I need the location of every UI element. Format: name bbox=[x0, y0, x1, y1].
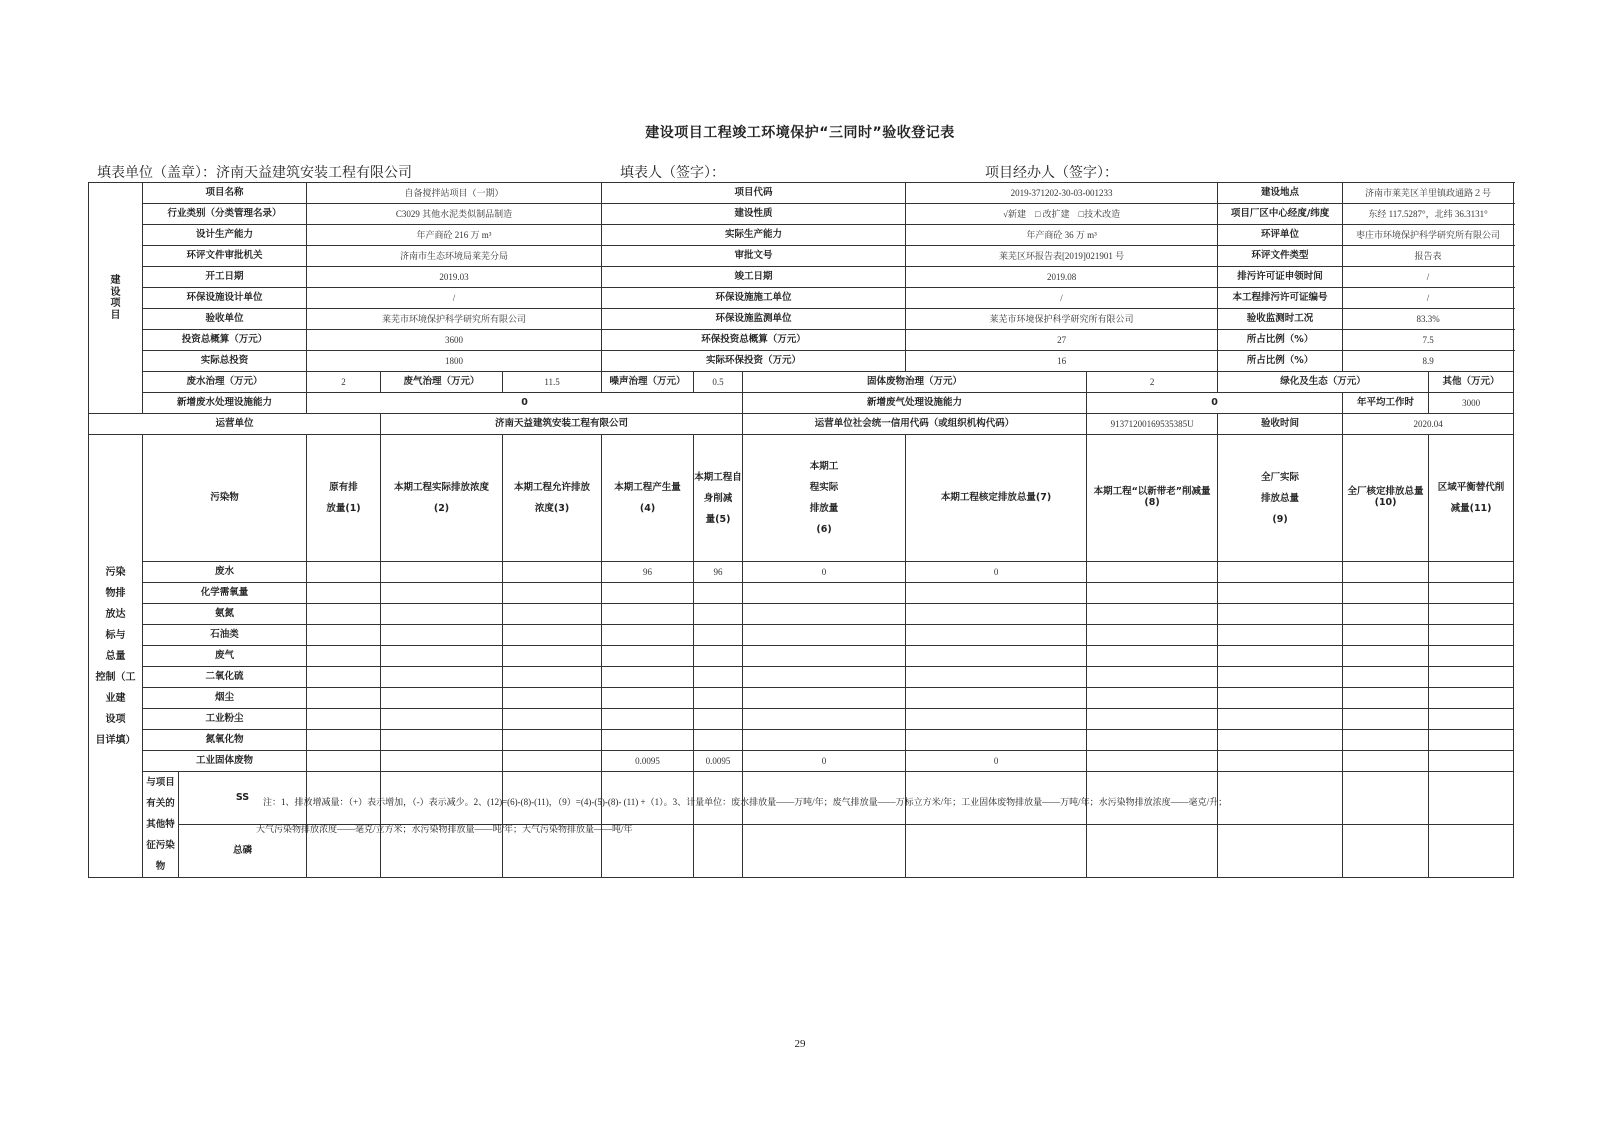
pollutant-cell-c7 bbox=[906, 709, 1087, 730]
pollutant-cell-c10 bbox=[1343, 562, 1429, 583]
monitor-condition: 83.3% bbox=[1343, 309, 1514, 330]
section-label-construction: 建 设 项 目 bbox=[89, 183, 143, 414]
pollutant-cell-c3 bbox=[503, 583, 602, 604]
work-hours: 3000 bbox=[1429, 393, 1514, 414]
end-date-label: 竣工日期 bbox=[602, 267, 906, 288]
pollutant-cell-c4: 96 bbox=[602, 562, 694, 583]
end-date: 2019.08 bbox=[906, 267, 1218, 288]
pollutant-cell-c9 bbox=[1218, 688, 1343, 709]
operator-code-label: 运营单位社会统一信用代码（或组织机构代码） bbox=[743, 414, 1087, 435]
col-header-11: 区域平衡替代削 减量(11) bbox=[1429, 435, 1514, 562]
pollutant-cell-c1 bbox=[307, 667, 381, 688]
col-header-10: 全厂核定排放总量(10) bbox=[1343, 435, 1429, 562]
other-pollutant-cell-c10 bbox=[1343, 825, 1429, 878]
pollutant-cell-c1 bbox=[307, 583, 381, 604]
monitor-unit: 莱芜市环境保护科学研究所有限公司 bbox=[906, 309, 1218, 330]
budget-env: 27 bbox=[906, 330, 1218, 351]
pollutant-name: 烟尘 bbox=[143, 688, 307, 709]
other-pollutant-cell-c11 bbox=[1429, 772, 1514, 825]
pollutant-cell-c2 bbox=[381, 583, 503, 604]
operator-code: 91371200169535385U bbox=[1087, 414, 1218, 435]
form-title: 建设项目工程竣工环境保护“三同时”验收登记表 bbox=[645, 125, 955, 141]
start-date: 2019.03 bbox=[307, 267, 602, 288]
budget-ratio: 7.5 bbox=[1343, 330, 1514, 351]
new-water: 0 bbox=[307, 393, 743, 414]
filling-unit-label: 填表单位（盖章）：济南天益建筑安装工程有限公司 bbox=[97, 165, 412, 181]
col-header-7: 本期工程核定排放总量(7) bbox=[906, 435, 1087, 562]
project-code-label: 项目代码 bbox=[602, 183, 906, 204]
col-header-2: 本期工程实际排放浓度 (2) bbox=[381, 435, 503, 562]
pollutant-cell-c1 bbox=[307, 604, 381, 625]
pollutant-cell-c8 bbox=[1087, 562, 1218, 583]
pollutant-cell-c11 bbox=[1429, 562, 1514, 583]
actual-total-label: 实际总投资 bbox=[143, 351, 307, 372]
pollutant-cell-c10 bbox=[1343, 583, 1429, 604]
design-unit-label: 环保设施设计单位 bbox=[143, 288, 307, 309]
location: 济南市莱芜区羊里镇政通路２号 bbox=[1343, 183, 1514, 204]
section-label-pollutants: 污染 物排 放达 标与 总量 控制（工 业建 设项 目详填） bbox=[89, 435, 143, 878]
pollutant-cell-c10 bbox=[1343, 625, 1429, 646]
pollutant-cell-c11 bbox=[1429, 604, 1514, 625]
pollutant-cell-c2 bbox=[381, 709, 503, 730]
pollutant-cell-c4 bbox=[602, 625, 694, 646]
gas-treat-label: 废气治理（万元） bbox=[381, 372, 503, 393]
pollutant-cell-c3 bbox=[503, 625, 602, 646]
actual-total: 1800 bbox=[307, 351, 602, 372]
industry: C3029 其他水泥类似制品制造 bbox=[307, 204, 602, 225]
pollutant-cell-c10 bbox=[1343, 751, 1429, 772]
table-row bbox=[89, 583, 1514, 604]
nature: √新建 □ 改扩建 □技术改造 bbox=[906, 204, 1218, 225]
project-code: 2019-371202-30-03-001233 bbox=[906, 183, 1218, 204]
solid-treat-label: 固体废物治理（万元） bbox=[743, 372, 1087, 393]
pollutant-cell-c5 bbox=[694, 583, 743, 604]
coords: 东经 117.5287°，北纬 36.3131° bbox=[1343, 204, 1514, 225]
table-row bbox=[89, 604, 1514, 625]
pollutant-cell-c10 bbox=[1343, 709, 1429, 730]
pollutant-cell-c7 bbox=[906, 604, 1087, 625]
operator-label: 运营单位 bbox=[89, 414, 381, 435]
pollutant-name: 氮氧化物 bbox=[143, 730, 307, 751]
pollutant-cell-c1 bbox=[307, 730, 381, 751]
pollutant-cell-c2 bbox=[381, 625, 503, 646]
pollutant-cell-c8 bbox=[1087, 625, 1218, 646]
page-number: 29 bbox=[794, 1038, 806, 1050]
pollutant-cell-c1 bbox=[307, 688, 381, 709]
project-name: 自备搅拌站项目（一期） bbox=[307, 183, 602, 204]
pollutant-cell-c5 bbox=[694, 604, 743, 625]
pollutant-cell-c4 bbox=[602, 709, 694, 730]
table-row bbox=[89, 751, 1514, 772]
pollutant-cell-c8 bbox=[1087, 646, 1218, 667]
work-hours-label: 年平均工作时 bbox=[1343, 393, 1429, 414]
pollutant-cell-c10 bbox=[1343, 688, 1429, 709]
other-pollutant-cell-c9 bbox=[1218, 772, 1343, 825]
other-pollutants-label: 与项目有关的其他特 征污染物 bbox=[143, 772, 179, 878]
approval-org: 济南市生态环境局莱芜分局 bbox=[307, 246, 602, 267]
pollutant-cell-c1 bbox=[307, 646, 381, 667]
pollutant-cell-c9 bbox=[1218, 667, 1343, 688]
pollutant-cell-c6: 0 bbox=[743, 751, 906, 772]
pollutant-cell-c6 bbox=[743, 730, 906, 751]
pollutant-cell-c7: 0 bbox=[906, 562, 1087, 583]
new-gas: 0 bbox=[1087, 393, 1343, 414]
permit-no-label: 本工程排污许可证编号 bbox=[1218, 288, 1343, 309]
pollutant-cell-c3 bbox=[503, 709, 602, 730]
pollutant-cell-c11 bbox=[1429, 709, 1514, 730]
table-row bbox=[89, 667, 1514, 688]
pollutant-cell-c5 bbox=[694, 667, 743, 688]
noise-treat-label: 噪声治理（万元） bbox=[602, 372, 694, 393]
pollutant-cell-c5 bbox=[694, 688, 743, 709]
monitor-condition-label: 验收监测时工况 bbox=[1218, 309, 1343, 330]
approval-no: 莱芜区环报告表[2019]021901 号 bbox=[906, 246, 1218, 267]
pollutant-cell-c9 bbox=[1218, 730, 1343, 751]
pollutant-name: 废气 bbox=[143, 646, 307, 667]
note-line-1: 注：1、排放增减量：（+）表示增加，（-）表示减少。2、(12)=(6)-(8)-(11)，（9）=(4)-(5)-(8)- (11) +（1）。3、计量单位：废水排放量——万吨/年；废气排放量——万标立方米/年；工业固体废物排放量——万吨/年；水污染物排放浓度——毫克/升； bbox=[263, 797, 1228, 807]
build-unit-label: 环保设施施工单位 bbox=[602, 288, 906, 309]
coords-label: 项目厂区中心经度/纬度 bbox=[1218, 204, 1343, 225]
acceptance-unit: 莱芜市环境保护科学研究所有限公司 bbox=[307, 309, 602, 330]
noise-treat: 0.5 bbox=[694, 372, 743, 393]
budget-ratio-label: 所占比例（%） bbox=[1218, 330, 1343, 351]
operator-name: 济南天益建筑安装工程有限公司 bbox=[381, 414, 743, 435]
col-header-5: 本期工程自身削减 量(5) bbox=[694, 435, 743, 562]
col-header-9: 全厂实际 排放总量 (9) bbox=[1218, 435, 1343, 562]
other-pollutant-cell-c6 bbox=[743, 825, 906, 878]
industry-label: 行业类别（分类管理名录） bbox=[143, 204, 307, 225]
pollutant-cell-c7: 0 bbox=[906, 751, 1087, 772]
pollutant-cell-c5: 96 bbox=[694, 562, 743, 583]
monitor-unit-label: 环保设施监测单位 bbox=[602, 309, 906, 330]
build-unit: / bbox=[906, 288, 1218, 309]
solid-treat: 2 bbox=[1087, 372, 1218, 393]
pollutant-cell-c4 bbox=[602, 583, 694, 604]
other-label: 其他（万元） bbox=[1429, 372, 1514, 393]
pollutant-cell-c5 bbox=[694, 646, 743, 667]
pollutant-cell-c9 bbox=[1218, 646, 1343, 667]
other-pollutant-cell-c9 bbox=[1218, 825, 1343, 878]
pollutant-cell-c7 bbox=[906, 646, 1087, 667]
other-pollutant-cell-c5 bbox=[694, 825, 743, 878]
filler-signature-label: 填表人（签字）： bbox=[620, 165, 725, 181]
pollutant-cell-c9 bbox=[1218, 709, 1343, 730]
pollutant-cell-c11 bbox=[1429, 688, 1514, 709]
pollutant-cell-c9 bbox=[1218, 751, 1343, 772]
pollutant-cell-c2 bbox=[381, 667, 503, 688]
permit-no: / bbox=[1343, 288, 1514, 309]
design-unit: / bbox=[307, 288, 602, 309]
pollutant-cell-c6: 0 bbox=[743, 562, 906, 583]
table-row bbox=[89, 688, 1514, 709]
col-header-1: 原有排 放量(1) bbox=[307, 435, 381, 562]
other-pollutant-cell-c8 bbox=[1087, 825, 1218, 878]
pollutant-cell-c1 bbox=[307, 751, 381, 772]
green-label: 绿化及生态（万元） bbox=[1218, 372, 1429, 393]
table-row bbox=[89, 709, 1514, 730]
permit-time-label: 排污许可证申领时间 bbox=[1218, 267, 1343, 288]
pollutant-cell-c5 bbox=[694, 709, 743, 730]
pollutant-cell-c4 bbox=[602, 667, 694, 688]
pollutant-cell-c11 bbox=[1429, 751, 1514, 772]
pollutant-cell-c8 bbox=[1087, 604, 1218, 625]
pollutant-cell-c3 bbox=[503, 562, 602, 583]
budget-total: 3600 bbox=[307, 330, 602, 351]
pollutant-name: 二氧化硫 bbox=[143, 667, 307, 688]
pollutant-cell-c4 bbox=[602, 646, 694, 667]
col-pollutant-header: 污染物 bbox=[143, 435, 307, 562]
pollutant-name: 废水 bbox=[143, 562, 307, 583]
pollutant-name: 氨氮 bbox=[143, 604, 307, 625]
start-date-label: 开工日期 bbox=[143, 267, 307, 288]
pollutant-cell-c3 bbox=[503, 730, 602, 751]
wastewater-treat: 2 bbox=[307, 372, 381, 393]
pollutant-cell-c8 bbox=[1087, 583, 1218, 604]
pollutant-cell-c2 bbox=[381, 688, 503, 709]
pollutant-cell-c9 bbox=[1218, 604, 1343, 625]
pollutant-name: 工业粉尘 bbox=[143, 709, 307, 730]
pollutant-cell-c11 bbox=[1429, 730, 1514, 751]
pollutant-cell-c10 bbox=[1343, 646, 1429, 667]
budget-env-label: 环保投资总概算（万元） bbox=[602, 330, 906, 351]
pollutant-cell-c1 bbox=[307, 625, 381, 646]
registration-table bbox=[88, 182, 1514, 878]
design-capacity: 年产商砼 216 万 m³ bbox=[307, 225, 602, 246]
acceptance-time-label: 验收时间 bbox=[1218, 414, 1343, 435]
pollutant-cell-c2 bbox=[381, 751, 503, 772]
eia-type-label: 环评文件类型 bbox=[1218, 246, 1343, 267]
table-row bbox=[89, 730, 1514, 751]
pollutant-cell-c10 bbox=[1343, 604, 1429, 625]
pollutant-cell-c2 bbox=[381, 730, 503, 751]
budget-total-label: 投资总概算（万元） bbox=[143, 330, 307, 351]
note-line-2: 大气污染物排放浓度——毫克/立方米；水污染物排放量——吨/年；大气污染物排放量——吨/年 bbox=[256, 824, 633, 834]
pollutant-cell-c11 bbox=[1429, 625, 1514, 646]
location-label: 建设地点 bbox=[1218, 183, 1343, 204]
acceptance-unit-label: 验收单位 bbox=[143, 309, 307, 330]
pollutant-cell-c11 bbox=[1429, 667, 1514, 688]
pollutant-cell-c2 bbox=[381, 562, 503, 583]
pollutant-cell-c7 bbox=[906, 583, 1087, 604]
actual-env: 16 bbox=[906, 351, 1218, 372]
pollutant-cell-c4 bbox=[602, 688, 694, 709]
pollutant-cell-c8 bbox=[1087, 667, 1218, 688]
new-gas-label: 新增废气处理设施能力 bbox=[743, 393, 1087, 414]
pollutant-cell-c5: 0.0095 bbox=[694, 751, 743, 772]
pollutant-cell-c3 bbox=[503, 667, 602, 688]
col-header-4: 本期工程产生量 (4) bbox=[602, 435, 694, 562]
pollutant-cell-c3 bbox=[503, 688, 602, 709]
pollutant-cell-c8 bbox=[1087, 709, 1218, 730]
approval-org-label: 环评文件审批机关 bbox=[143, 246, 307, 267]
actual-capacity: 年产商砼 36 万 m³ bbox=[906, 225, 1218, 246]
other-pollutant-name: SS bbox=[179, 772, 307, 825]
wastewater-treat-label: 废水治理（万元） bbox=[143, 372, 307, 393]
handler-signature-label: 项目经办人（签字）： bbox=[985, 165, 1118, 181]
pollutant-cell-c6 bbox=[743, 688, 906, 709]
pollutant-cell-c6 bbox=[743, 625, 906, 646]
pollutant-cell-c6 bbox=[743, 646, 906, 667]
pollutant-cell-c6 bbox=[743, 583, 906, 604]
pollutant-cell-c8 bbox=[1087, 751, 1218, 772]
pollutant-cell-c4 bbox=[602, 604, 694, 625]
gas-treat: 11.5 bbox=[503, 372, 602, 393]
pollutant-cell-c8 bbox=[1087, 688, 1218, 709]
design-capacity-label: 设计生产能力 bbox=[143, 225, 307, 246]
project-name-label: 项目名称 bbox=[143, 183, 307, 204]
pollutant-cell-c9 bbox=[1218, 625, 1343, 646]
table-row bbox=[89, 646, 1514, 667]
eia-unit: 枣庄市环境保护科学研究所有限公司 bbox=[1343, 225, 1514, 246]
pollutant-cell-c7 bbox=[906, 667, 1087, 688]
pollutant-cell-c5 bbox=[694, 625, 743, 646]
other-pollutant-cell-c7 bbox=[906, 825, 1087, 878]
actual-capacity-label: 实际生产能力 bbox=[602, 225, 906, 246]
col-header-6: 本期工 程实际 排放量 (6) bbox=[743, 435, 906, 562]
actual-ratio: 8.9 bbox=[1343, 351, 1514, 372]
col-header-8: 本期工程“以新带老”削减量(8) bbox=[1087, 435, 1218, 562]
pollutant-cell-c7 bbox=[906, 688, 1087, 709]
table-row bbox=[89, 625, 1514, 646]
pollutant-cell-c11 bbox=[1429, 583, 1514, 604]
table-row bbox=[89, 562, 1514, 583]
pollutant-cell-c6 bbox=[743, 709, 906, 730]
pollutant-cell-c3 bbox=[503, 751, 602, 772]
pollutant-cell-c10 bbox=[1343, 667, 1429, 688]
pollutant-name: 化学需氧量 bbox=[143, 583, 307, 604]
actual-ratio-label: 所占比例（%） bbox=[1218, 351, 1343, 372]
other-pollutant-name: 总磷 bbox=[179, 825, 307, 878]
pollutant-cell-c9 bbox=[1218, 562, 1343, 583]
pollutant-cell-c4 bbox=[602, 730, 694, 751]
pollutant-cell-c9 bbox=[1218, 583, 1343, 604]
pollutant-cell-c3 bbox=[503, 604, 602, 625]
eia-unit-label: 环评单位 bbox=[1218, 225, 1343, 246]
pollutant-cell-c2 bbox=[381, 604, 503, 625]
approval-no-label: 审批文号 bbox=[602, 246, 906, 267]
col-header-3: 本期工程允许排放 浓度(3) bbox=[503, 435, 602, 562]
pollutant-cell-c1 bbox=[307, 562, 381, 583]
pollutant-cell-c6 bbox=[743, 667, 906, 688]
eia-type: 报告表 bbox=[1343, 246, 1514, 267]
pollutant-cell-c5 bbox=[694, 730, 743, 751]
pollutant-cell-c3 bbox=[503, 646, 602, 667]
pollutant-cell-c11 bbox=[1429, 646, 1514, 667]
acceptance-time: 2020.04 bbox=[1343, 414, 1514, 435]
pollutant-cell-c7 bbox=[906, 625, 1087, 646]
pollutant-cell-c8 bbox=[1087, 730, 1218, 751]
other-pollutant-cell-c10 bbox=[1343, 772, 1429, 825]
pollutant-name: 工业固体废物 bbox=[143, 751, 307, 772]
pollutant-cell-c6 bbox=[743, 604, 906, 625]
permit-time: / bbox=[1343, 267, 1514, 288]
pollutant-cell-c2 bbox=[381, 646, 503, 667]
other-pollutant-cell-c11 bbox=[1429, 825, 1514, 878]
pollutant-cell-c1 bbox=[307, 709, 381, 730]
pollutant-cell-c10 bbox=[1343, 730, 1429, 751]
nature-label: 建设性质 bbox=[602, 204, 906, 225]
pollutant-cell-c4: 0.0095 bbox=[602, 751, 694, 772]
pollutant-name: 石油类 bbox=[143, 625, 307, 646]
new-water-label: 新增废水处理设施能力 bbox=[143, 393, 307, 414]
actual-env-label: 实际环保投资（万元） bbox=[602, 351, 906, 372]
pollutant-cell-c7 bbox=[906, 730, 1087, 751]
